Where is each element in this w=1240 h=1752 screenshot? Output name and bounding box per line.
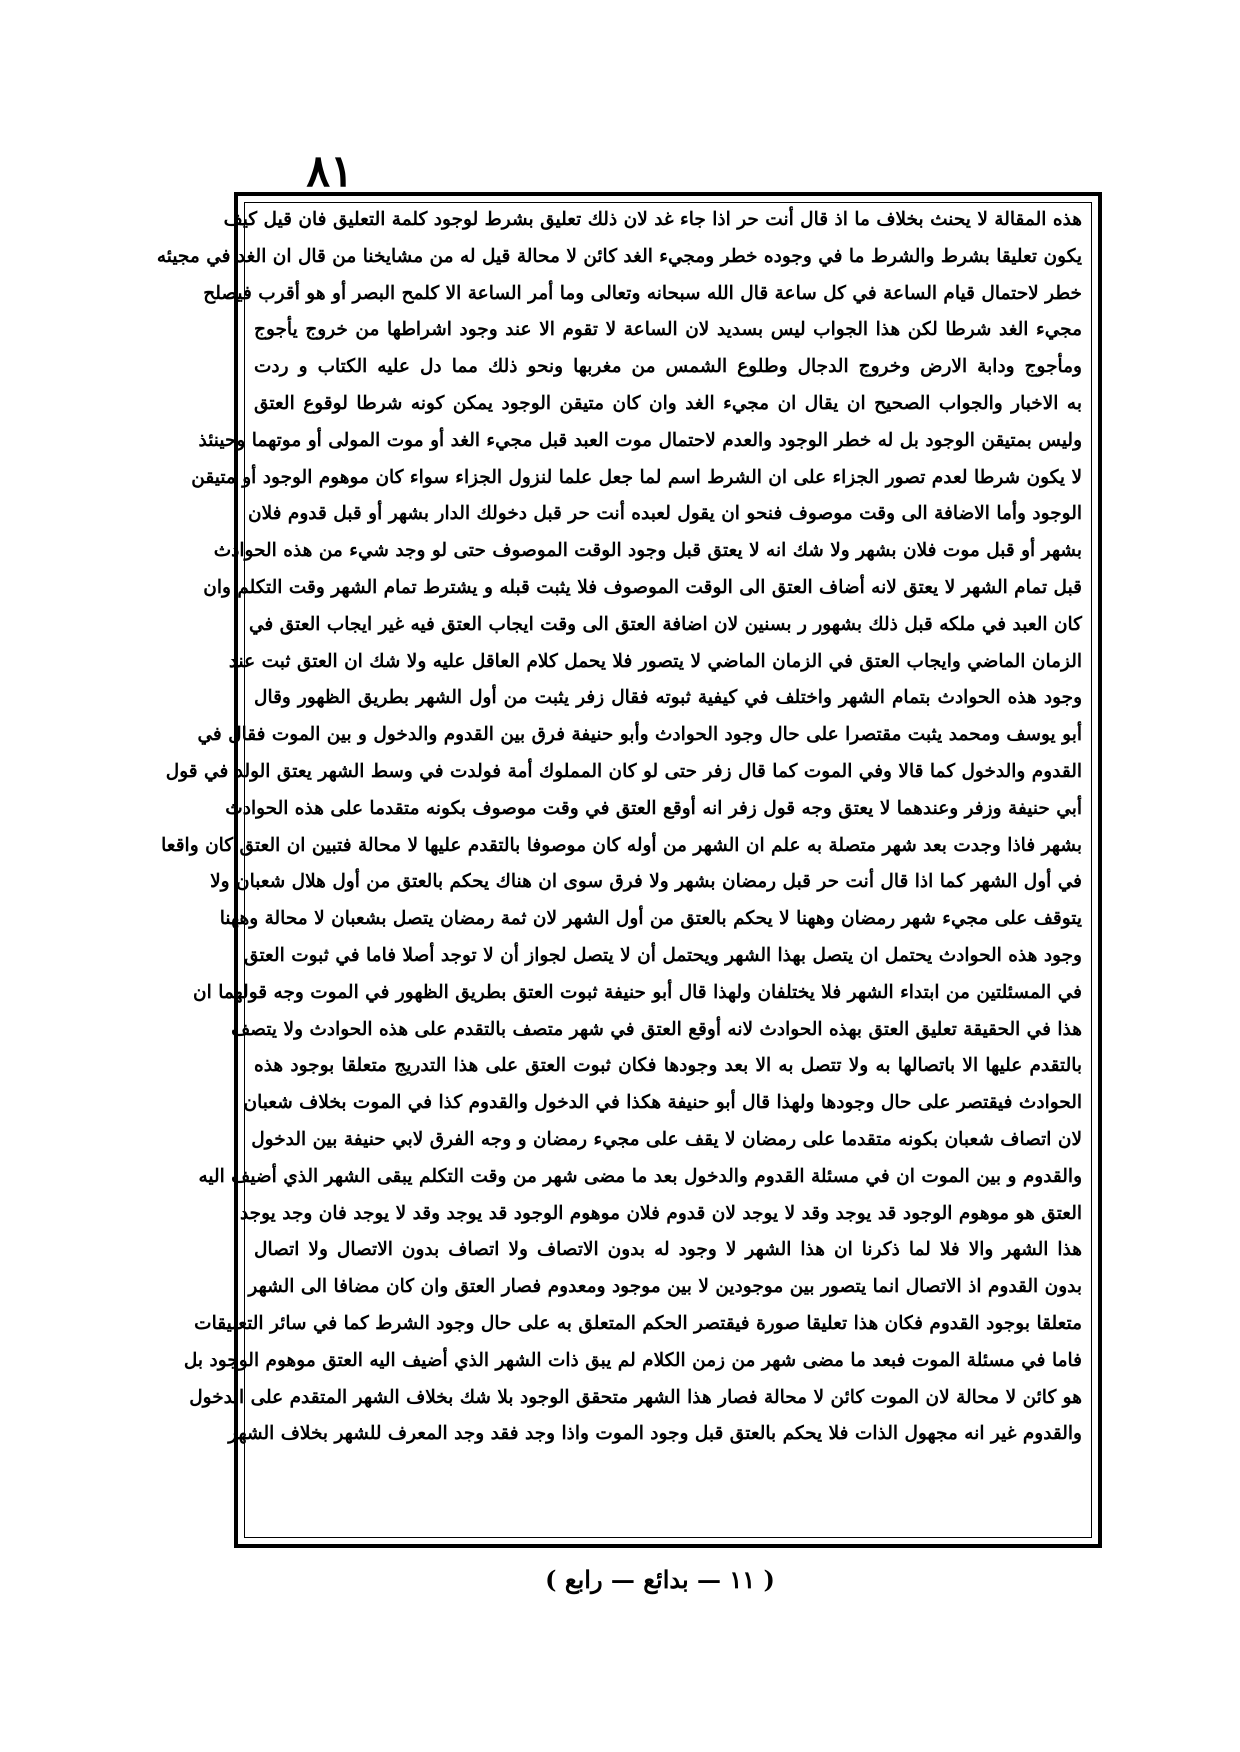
body-line: يكون تعليقا بشرط والشرط ما في وجوده خطر ومجيء الغد كائن لا محالة قيل له من مشايخنا من قال ان الغد في مجيئه: [156, 245, 1082, 267]
body-line: به الاخبار والجواب الصحيح ان يقال ان مجيء الغد وان كان متيقن الوجود يمكن كونه شرطا لوقوع العتق: [254, 392, 1082, 414]
body-line: في المسئلتين من ابتداء الشهر فلا يختلفان ولهذا قال أبو حنيفة ثبوت العتق بطريق الظهور في الموت وجه قولهما ان: [193, 981, 1082, 1003]
body-line: ومأجوج ودابة الارض وخروج الدجال وطلوع الشمس من مغربها ونحو ذلك مما دل عليه الكتاب و ردت: [254, 356, 1082, 378]
body-line: بالتقدم عليها الا باتصالها به ولا تتصل به الا بعد وجودها فكان ثبوت العتق على هذا التدريج متعلقا بوجود هذه: [254, 1055, 1082, 1077]
body-line: بشهر أو قبل موت فلان بشهر ولا شك انه لا يعتق قبل وجود الوقت الموصوف حتى لو وجد شيء من هذه الحوادث: [213, 540, 1082, 562]
body-line: يتوقف على مجيء شهر رمضان وههنا لا يحكم بالعتق من أول الشهر لان ثمة رمضان يتصل بشعبان لا محالة وههنا: [219, 908, 1082, 930]
body-line: في أول الشهر كما اذا قال أنت حر قبل رمضان بشهر ولا فرق سوى ان هناك يحكم بالعتق من أول هلال شعبان ولا: [210, 871, 1082, 893]
body-line: والقدوم غير انه مجهول الذات فلا يحكم بالعتق قبل وجود الموت واذا وجد فقد وجد المعرف للشهر بخلاف الشهر: [228, 1423, 1082, 1445]
body-line: القدوم والدخول كما قالا وفي الموت كما قال زفر حتى لو كان المملوك أمة فولدت في وسط الشهر يعتق الولد في قول: [165, 760, 1082, 782]
body-line: وليس بمتيقن الوجود بل له خطر الوجود والعدم لاحتمال موت العبد قبل مجيء الغد أو موت المولى أو موتهما وحينئذ: [198, 429, 1082, 451]
body-line: متعلقا بوجود القدوم فكان هذا تعليقا صورة فيقتصر الحكم المتعلق به على حال وجود الشرط كما في سائر التعليقات: [194, 1312, 1082, 1334]
body-line: الوجود وأما الاضافة الى وقت موصوف فنحو ان يقول لعبده أنت حر قبل دخولك الدار بشهر أو قبل قدوم فلان: [248, 503, 1082, 525]
body-line: والقدوم و بين الموت ان في مسئلة القدوم والدخول بعد ما مضى شهر من وقت التكلم يبقى الشهر الذي أضيف اليه: [198, 1165, 1082, 1187]
body-line: لان اتصاف شعبان بكونه متقدما على رمضان لا يقف على مجيء رمضان و وجه الفرق لابي حنيفة بين الدخول: [251, 1128, 1082, 1150]
body-line: الزمان الماضي وايجاب العتق في الزمان الماضي لا يتصور فلا يحمل كلام العاقل عليه ولا شك ان العتق ثبت عند: [228, 650, 1082, 672]
body-text: [156, 202, 1082, 1538]
body-line: وجود هذه الحوادث بتمام الشهر واختلف في كيفية ثبوته فقال زفر يثبت من أول الشهر بطريق الظهور وقال: [254, 687, 1082, 709]
body-line: العتق هو موهوم الوجود قد يوجد وقد لا يوجد لان قدوم فلان موهوم الوجود قد يوجد وقد لا يوجد فان وجد يوجد: [239, 1202, 1082, 1224]
body-line: أبي حنيفة وزفر وعندهما لا يعتق وجه قول زفر انه أوقع العتق في وقت موصوف بكونه متقدما على هذه الحوادث: [225, 797, 1082, 819]
body-line: مجيء الغد شرطا لكن هذا الجواب ليس بسديد لان الساعة لا تقوم الا عند وجود اشراطها من خروج يأجوج: [254, 319, 1082, 341]
body-line: وجود هذه الحوادث يحتمل ان يتصل بهذا الشهر ويحتمل أن لا يتصل لجواز أن لا توجد أصلا فاما في ثبوت العتق: [244, 944, 1082, 966]
footer-signature: ( ١١ — بدائع — رابع ): [545, 1565, 775, 1594]
body-line: الحوادث فيقتصر على حال وجودها ولهذا قال أبو حنيفة هكذا في الدخول والقدوم كذا في الموت بخلاف شعبان: [243, 1092, 1082, 1114]
body-line: لا يكون شرطا لعدم تصور الجزاء على ان الشرط اسم لما جعل علما لنزول الجزاء سواء كان موهوم الوجود أو متيقن: [191, 466, 1082, 488]
body-line: هو كائن لا محالة لان الموت كائن لا محالة فصار هذا الشهر متحقق الوجود بلا شك بخلاف الشهر المتقدم على الدخول: [189, 1386, 1082, 1408]
body-line: بشهر فاذا وجدت بعد شهر متصلة به علم ان الشهر من أوله كان موصوفا بالتقدم عليها لا محالة فتبين ان العتق كان واقعا: [161, 834, 1082, 856]
body-line: قبل تمام الشهر لا يعتق لانه أضاف العتق الى الوقت الموصوف فلا يثبت قبله و يشترط تمام الشهر وقت التكلم وان: [203, 576, 1082, 598]
body-line: هذه المقالة لا يحنث بخلاف ما اذ قال أنت حر اذا جاء غد لان ذلك تعليق بشرط لوجود كلمة التعليق فان قيل كيف: [223, 209, 1082, 230]
body-line: خطر لاحتمال قيام الساعة في كل ساعة قال الله سبحانه وتعالى وما أمر الساعة الا كلمح البصر أو هو أقرب فيصلح: [203, 282, 1082, 304]
body-line: هذا في الحقيقة تعليق العتق بهذه الحوادث لانه أوقع العتق في شهر متصف بالتقدم على هذه الحوادث ولا يتصف: [231, 1018, 1082, 1040]
body-line: فاما في مسئلة الموت فبعد ما مضى شهر من زمن الكلام لم يبق ذات الشهر الذي أضيف اليه العتق موهوم الوجود بل: [183, 1349, 1082, 1371]
body-line: هذا الشهر والا فلا لما ذكرنا ان هذا الشهر لا وجود له بدون الاتصاف ولا اتصاف بدون الاتصال ولا اتصال: [254, 1239, 1082, 1261]
body-line: كان العبد في ملكه قبل ذلك بشهور ر بسنين لان اضافة العتق الى وقت ايجاب العتق فيه غير ايجاب العتق في: [249, 613, 1082, 635]
page-number: ٨١: [306, 146, 354, 197]
body-line: أبو يوسف ومحمد يثبت مقتصرا على حال وجود الحوادث وأبو حنيفة فرق بين القدوم والدخول و بين الموت فقال في: [197, 724, 1082, 746]
body-line: بدون القدوم اذ الاتصال انما يتصور بين موجودين لا بين موجود ومعدوم فصار العتق وان كان مضافا الى الشهر: [248, 1276, 1082, 1298]
